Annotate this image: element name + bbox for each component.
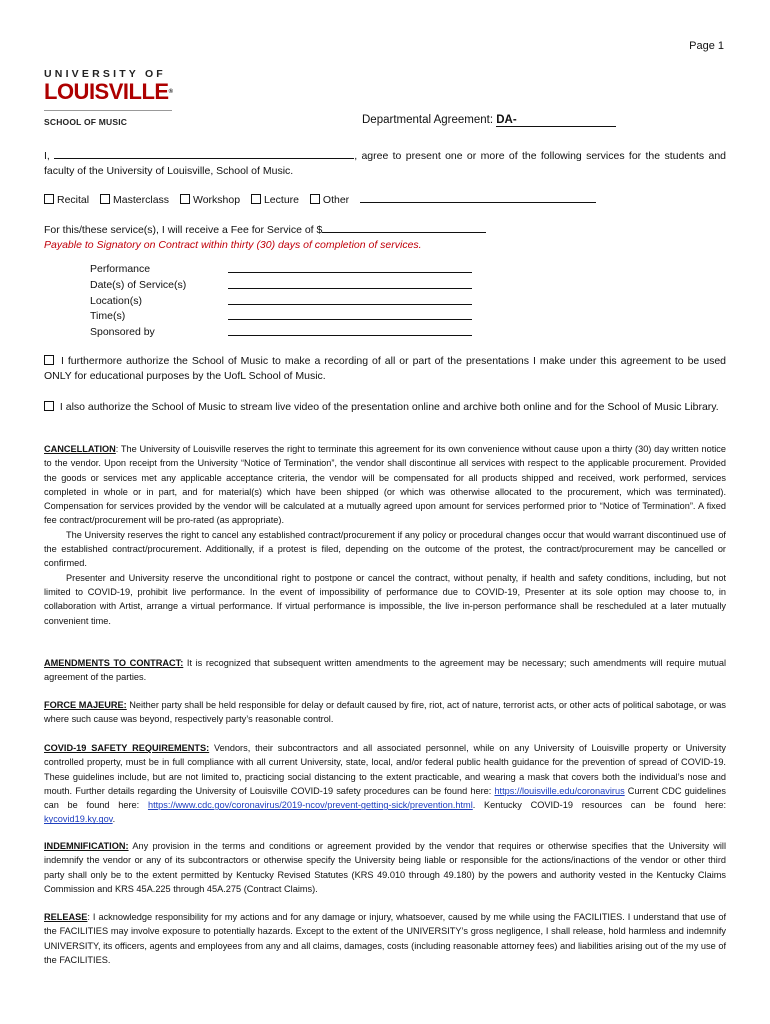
kycovid-link[interactable]: kycovid19.ky.gov [44,814,113,825]
detail-field[interactable] [228,272,472,273]
detail-field[interactable] [228,288,472,289]
payable-note: Payable to Signatory on Contract within thirty (30) days of completion of services. [44,239,422,251]
detail-label: Location(s) [90,294,142,307]
covid-text-3: . Kentucky COVID-19 resources can be found here: [472,800,727,811]
other-field[interactable] [360,191,596,203]
logo-university-of: UNIVERSITY OF [44,68,166,80]
checkbox-icon[interactable] [44,194,54,204]
cancellation-p1 [44,442,726,528]
cancellation-text-1: : The University of Louisville reserves the right to terminate this agreement for its own convenience without cause upon a thirty (30) day written notice to the vendor. Upon receipt from the University “Notice of Termination”, the vendor shall discontinue all services with respect to the applicable procurement. Provided the goods or services met any applicable acceptance criteria, the vendor will be compensated for all products shipped and received, work performed, services completed in whole or in part, and for material(s) which have been shipped (or which was otherwise allocated to the procurement, which was terminated). Compensation for services provided by the vendor will be calculated at a mutually agreed upon amount for services performed prior to “Notice of Termination”. A fixed fee contract/procurement will be pro-rated (as appropriate). [44,444,726,526]
covid-section [44,741,726,827]
indemnification-heading: INDEMNIFICATION: [44,841,129,851]
fee-field[interactable] [322,221,486,233]
detail-row-sponsored [90,325,186,341]
logo-louisville-text: LOUISVILLE [44,79,169,104]
logo-divider [44,110,172,111]
option-workshop[interactable] [180,194,240,206]
cancellation-section [44,442,726,628]
detail-row-dates [90,278,186,294]
intro-prefix: I, [44,150,50,162]
detail-label: Performance [90,263,151,275]
covid-text-2: Current CDC guidelines can be found here: [44,785,726,811]
recording-text: I furthermore authorize the School of Music to make a recording of all or part of the presentations I make under this agreement to be used ONLY for educational purposes by the UofL School of Music. [44,355,726,382]
detail-field[interactable] [228,319,472,320]
logo-registered-mark: ® [168,89,173,95]
intro-text: , agree to present one or more of the following services for the students and faculty of the University of Louisville, School of Music. [44,150,726,177]
covid-heading: COVID-19 SAFETY REQUIREMENTS: [44,743,210,753]
option-other[interactable] [310,194,349,206]
option-lecture[interactable] [251,194,299,206]
option-masterclass[interactable] [100,194,169,206]
service-options [44,191,726,208]
page-number: Page 1 [689,40,724,52]
agreement-label: Departmental Agreement: [362,114,494,126]
detail-label: Sponsored by [90,326,155,339]
detail-row-performance [90,262,186,278]
intro-paragraph [44,147,726,179]
detail-row-times [90,309,186,325]
detail-label: Date(s) of Service(s) [90,278,187,291]
option-recital[interactable] [44,194,89,206]
uofl-coronavirus-link[interactable]: https://louisville.edu/coronavirus [494,785,625,796]
checkbox-icon[interactable] [180,194,190,204]
option-workshop-label: Workshop [192,194,241,206]
checkbox-icon[interactable] [310,194,320,204]
agreement-code-field[interactable] [496,114,616,127]
indemnification-text: Any provision in the terms and conditions or agreement provided by the vendor that requires or otherwise specifies that the University will indemnify the vendor or any of its subcontractors or otherwise specify the University being liable or responsible for the actions/inactions of the vendor or other third party shall only be to the extent permitted by Kentucky Revised Statutes (KRS 49.010 through 49.180) by the powers and authority vested in the Kentucky Claims Commission and KRS 45A.225 through 45A.275 (Contract Claims). [44,841,726,894]
covid-text-4: . [112,814,116,825]
stream-authorization [44,400,726,415]
detail-field[interactable] [228,304,472,305]
option-lecture-label: Lecture [263,194,299,206]
cancellation-heading: CANCELLATION [44,444,116,454]
cancellation-p2: The University reserves the right to cancel any established contract/procurement if any policy or procedural changes occur that would warrant discontinued use of the established contract/procurement. Additionally, if a protest is filed, depending on the outcome of the protest, the contract/procurement may be cancelled or confirmed. [44,529,726,569]
detail-field[interactable] [228,335,472,336]
checkbox-icon[interactable] [44,355,54,365]
university-logo [44,68,179,127]
option-recital-label: Recital [57,194,90,206]
recording-authorization [44,354,726,384]
amendments-section [44,656,726,685]
logo-school-of-music: SCHOOL OF MUSIC [44,117,128,127]
force-heading: FORCE MAJEURE: [44,700,127,710]
cdc-guidelines-link[interactable]: https://www.cdc.gov/coronavirus/2019-ncov/prevent-getting-sick/prevention.html [147,800,473,811]
release-section [44,910,726,967]
option-masterclass-label: Masterclass [113,194,170,206]
force-majeure-section [44,698,726,727]
indemnification-section [44,839,726,896]
detail-label: Time(s) [90,310,126,323]
fee-paragraph [44,221,726,253]
checkbox-icon[interactable] [251,194,261,204]
checkbox-icon[interactable] [44,401,54,411]
covid-text-1: Vendors, their subcontractors and all associated personnel, while on any University of Louisville property or University controlled property, must be in full compliance with all current University, state, local, and/or federal public health guidance for the prevention of spread of COVID-19. These guidelines include, but are not limited to, practicing social distancing to the extent practicable, and wearing a mask that covers both the individual’s nose and mouth. Further details regarding the University of Louisville COVID-19 safety procedures can be found here: [44,743,726,796]
force-text: Neither party shall be held responsible for delay or default caused by fire, riot, act of nature, terrorist acts, or other acts of political sabotage, or was where such cause was beyond, respectively party’s reasonable control. [44,700,726,725]
departmental-agreement [362,114,616,127]
checkbox-icon[interactable] [100,194,110,204]
agreement-code: DA- [496,114,517,126]
service-details [90,262,186,341]
amendments-text: It is recognized that subsequent written amendments to the agreement may be necessary; such amendments will require mutual agreement of the parties. [44,658,727,683]
stream-text: I also authorize the School of Music to stream live video of the presentation online and archive both online and for the School of Music Library. [59,401,719,413]
cancellation-p3: Presenter and University reserve the unconditional right to postpone or cancel the contract, without penalty, if health and safety conditions, including, but not limited to COVID-19, prohibit live performance. In the event of impossibility of performance due to COVID-19, Presenter at its sole option may choose to, in collaboration with Artist, arrange a virtual performance. If virtual performance is impossible, the live in-person performance shall be rescheduled at a later mutually convenient time. [44,572,726,626]
fee-text: For this/these service(s), I will receive a Fee for Service of $ [44,224,323,236]
option-other-label: Other [322,194,350,206]
amendments-heading: AMENDMENTS TO CONTRACT: [44,658,184,668]
name-field[interactable] [54,147,354,159]
release-heading: RELEASE [44,912,88,922]
release-text: : I acknowledge responsibility for my actions and for any damage or injury, whatsoever, caused by me while using the FACILITIES. I understand that use of the FACILITIES may involve exposure to potentially hazards. Except to the extent of the UNIVERSITY’s gross negligence, I shall release, hold harmless and indemnify UNIVERSITY, its officers, agents and employees from any and all claims, damages, costs (including reasonable attorney fees) and liabilities arising out of the my use of the FACILITIES. [44,912,726,965]
logo-louisville [44,81,179,103]
detail-row-locations [90,294,186,310]
